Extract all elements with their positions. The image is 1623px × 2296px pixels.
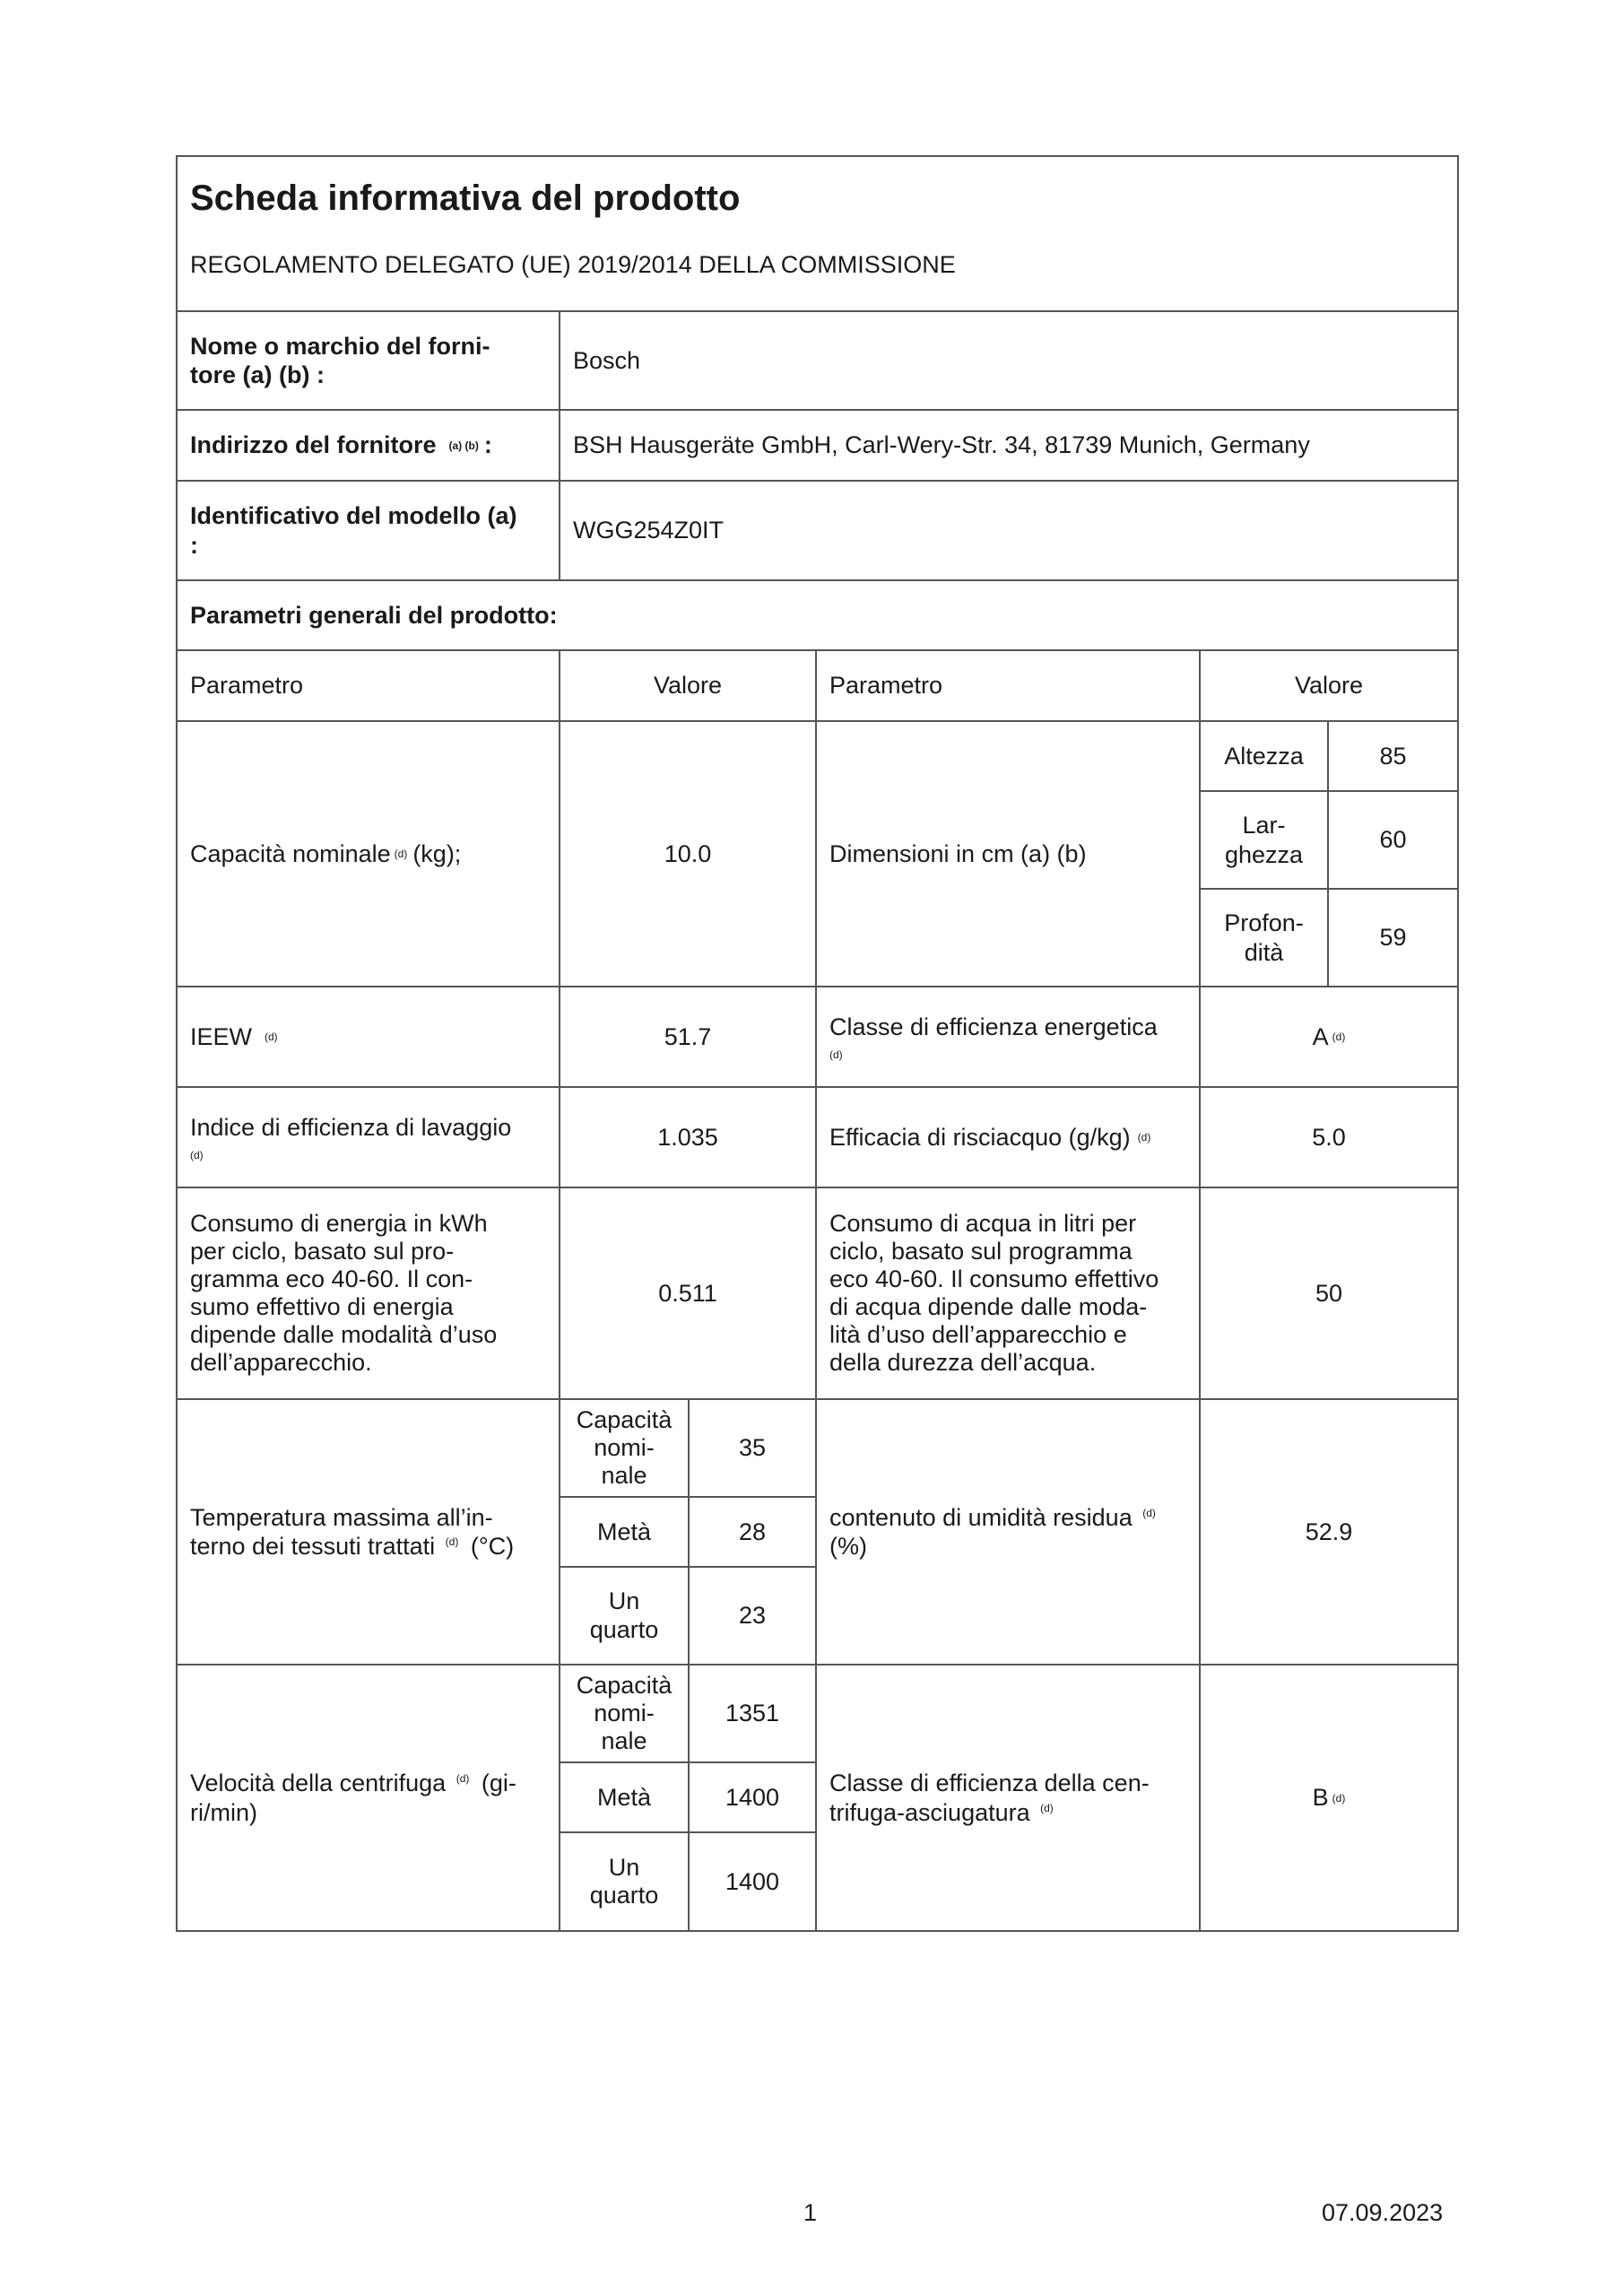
energy-consumption-value: 0.511 <box>560 1188 817 1400</box>
spin-drying-class-note: (d) <box>1040 1801 1054 1814</box>
ieew-value: 51.7 <box>560 987 817 1088</box>
width-label: Lar- ghezza <box>1201 792 1329 890</box>
supplier-name-value: Bosch <box>573 346 641 374</box>
rated-capacity-label: Capacità nominale (d) (kg); <box>178 722 560 987</box>
residual-moisture-label <box>817 1400 1201 1665</box>
rinsing-effectiveness-value: 5.0 <box>1201 1088 1457 1188</box>
spin-speed-label <box>178 1665 560 1930</box>
depth-value: 59 <box>1329 890 1457 987</box>
depth-label: Profon- dità <box>1201 890 1329 987</box>
sheet-title: Scheda informativa del prodotto <box>190 178 741 218</box>
spin-drying-class-value: B (d) <box>1312 1784 1346 1812</box>
width-value: 60 <box>1329 792 1457 890</box>
temperature-half-value: 28 <box>690 1498 817 1568</box>
ieew-label: IEEW (d) <box>178 987 560 1088</box>
energy-class-note: (d) <box>829 1048 843 1061</box>
model-identifier-value: WGG254Z0IT <box>573 517 725 544</box>
document-date: 07.09.2023 <box>1322 2199 1444 2226</box>
spin-rated-capacity-value: 1351 <box>690 1665 817 1763</box>
spin-drying-class-value-text: B <box>1312 1784 1329 1812</box>
rinsing-effectiveness-label: Efficacia di risciacquo (g/kg) (d) <box>817 1088 1201 1188</box>
washing-efficiency-value: 1.035 <box>560 1088 817 1188</box>
model-identifier-row <box>178 482 1457 581</box>
spin-half-value: 1400 <box>690 1763 817 1833</box>
product-information-sheet <box>176 155 1459 1932</box>
spin-speed-label-line1-end: (gi- <box>481 1770 516 1797</box>
energy-consumption-label: Consumo di energia in kWh per ciclo, basato sul pro- gramma eco 40-60. Il con- sumo effettivo di energia dipende dalle modalità d’uso dell’apparecchio. <box>178 1188 560 1400</box>
energy-class-value-text: A <box>1312 1022 1329 1050</box>
spin-drying-class-label-line2-wrap <box>829 1798 1054 1827</box>
dimensions-label: Dimensioni in cm (a) (b) <box>817 722 1201 987</box>
spin-quarter-label: Un quarto <box>560 1833 690 1930</box>
supplier-address-label-text: Indirizzo del fornitore <box>190 431 437 459</box>
col-header-parameter-2: Parametro <box>817 651 1201 722</box>
regulation-subtitle: REGOLAMENTO DELEGATO (UE) 2019/2014 DELLA COMMISSIONE <box>190 251 956 278</box>
max-temperature-label <box>178 1400 560 1665</box>
washing-efficiency-label <box>178 1088 560 1188</box>
spin-speed-label-line1-wrap <box>190 1769 516 1797</box>
supplier-address-label: Indirizzo del fornitore (a) (b) : <box>178 411 560 480</box>
supplier-name-label: Nome o marchio del forni- tore (a) (b) : <box>178 312 560 409</box>
residual-moisture-label-line2: (%) <box>829 1533 867 1560</box>
water-consumption-value: 50 <box>1201 1188 1457 1400</box>
col-header-parameter-1: Parametro <box>178 651 560 722</box>
col-header-value-1: Valore <box>560 651 817 722</box>
max-temperature-label-line1: Temperatura massima all’in- <box>190 1503 493 1531</box>
spin-speed-note: (d) <box>456 1772 470 1786</box>
spin-rated-capacity-label: Capacità nomi- nale <box>560 1665 690 1763</box>
spin-drying-class-label-line1: Classe di efficienza della cen- <box>829 1770 1150 1797</box>
supplier-address-label-colon: : <box>483 431 492 459</box>
spin-quarter-value: 1400 <box>690 1833 817 1930</box>
parameters-table <box>178 651 1457 1930</box>
spin-half-label: Metà <box>560 1763 690 1833</box>
residual-moisture-label-line1: contenuto di umidità residua <box>829 1503 1133 1531</box>
max-temperature-label-line2-wrap <box>190 1532 514 1561</box>
page-number: 1 <box>803 2199 818 2226</box>
spin-drying-class-label <box>817 1665 1201 1930</box>
max-temperature-unit: (°C) <box>470 1533 515 1560</box>
ieew-label-text: IEEW <box>190 1022 253 1050</box>
spin-drying-class-label-line2: trifuga-asciugatura <box>829 1798 1030 1826</box>
rinsing-effectiveness-label-text: Efficacia di risciacquo (g/kg) <box>829 1123 1131 1151</box>
col-header-value-2: Valore <box>1201 651 1457 722</box>
max-temperature-label-line2: terno dei tessuti trattati <box>190 1533 436 1560</box>
spin-speed-label-line1: Velocità della centrifuga <box>190 1770 447 1797</box>
supplier-name-row <box>178 312 1457 411</box>
energy-class-label-text: Classe di efficienza energetica <box>829 1013 1158 1040</box>
residual-moisture-value: 52.9 <box>1201 1400 1457 1665</box>
supplier-address-value: BSH Hausgeräte GmbH, Carl-Wery-Str. 34, 81739 Munich, Germany <box>573 431 1310 458</box>
max-temperature-note: (d) <box>445 1535 459 1548</box>
temperature-rated-capacity-value: 35 <box>690 1400 817 1498</box>
energy-class-label <box>817 987 1201 1088</box>
rated-capacity-label-text: Capacità nominale <box>190 839 391 867</box>
sheet-header <box>178 157 1457 312</box>
general-parameters-heading: Parametri generali del prodotto: <box>178 581 1457 651</box>
rated-capacity-value: 10.0 <box>560 722 817 987</box>
height-value: 85 <box>1329 722 1457 792</box>
residual-moisture-note: (d) <box>1142 1506 1156 1519</box>
washing-efficiency-note: (d) <box>190 1149 204 1161</box>
model-identifier-label: Identificativo del modello (a) : <box>178 482 560 579</box>
spin-speed-label-line2: ri/min) <box>190 1798 257 1826</box>
temperature-quarter-label: Un quarto <box>560 1568 690 1665</box>
temperature-half-label: Metà <box>560 1498 690 1568</box>
temperature-rated-capacity-label: Capacità nomi- nale <box>560 1400 690 1498</box>
supplier-address-row <box>178 411 1457 482</box>
height-label: Altezza <box>1201 722 1329 792</box>
rated-capacity-unit: (kg); <box>412 839 462 867</box>
water-consumption-label: Consumo di acqua in litri per ciclo, basato sul programma eco 40-60. Il consumo effettivo di acqua dipende dalle moda- lità d’uso dell’apparecchio e della durezza dell’acqua. <box>817 1188 1201 1400</box>
washing-efficiency-label-text: Indice di efficienza di lavaggio <box>190 1113 512 1141</box>
energy-class-value: A (d) <box>1201 987 1457 1088</box>
temperature-quarter-value: 23 <box>690 1568 817 1665</box>
residual-moisture-label-line1-wrap <box>829 1503 1156 1532</box>
